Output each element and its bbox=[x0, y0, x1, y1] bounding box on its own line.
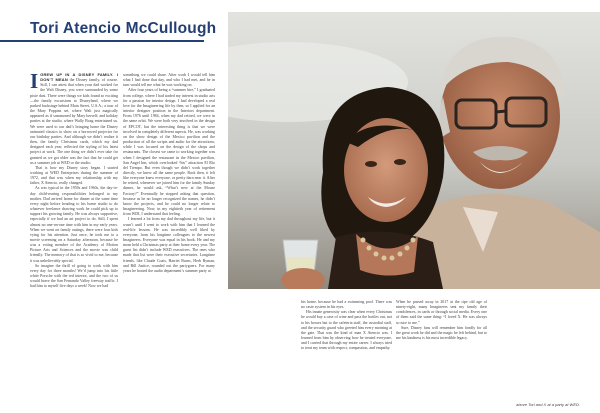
paragraph: something we could share. After work I would tell him what I had done that day, and who I had met, and he in turn would tell me what he was working on. bbox=[123, 72, 215, 88]
photo-image bbox=[228, 12, 600, 289]
paragraph: His innate generosity was clear when every Christmas he would buy a case of wine and pass the bottles out, not to his bosses but to the cafeteria staff, the custodial staff, and the security guard who greeted him every morning at the gate. That was the kind of man X Atencio was. I learned from him by observing how he treated everyone, and I carried that through my entire career. I always tried to treat my team with respect, compassion, and empathy. bbox=[301, 309, 392, 351]
title-rule bbox=[0, 40, 204, 42]
paragraph: I learned a lot from my dad throughout my life, but it wasn’t until I went to work with him that I learned the real-life lessons. He was incredibly well liked by everyone, from his longtime colleagues to the newest Imagineers. Everyone was equal in his book. He and my mom held a Christmas party at their home every year. The guest list didn’t include WED executives. The ones who made that list were their executive secretaries. Longtime friends, like Claude Coats, Harriet Burns, Herb Ryman, and Bill Justice, rounded out the partygoers. For many years he hosted the audio department’s summer party at bbox=[123, 216, 215, 273]
page-title: Tori Atencio McCullough bbox=[30, 20, 217, 37]
article-column-2 bbox=[123, 72, 215, 398]
photo bbox=[228, 12, 600, 289]
paragraph: his home, because he had a swimming pool. There was no caste system in his eyes. bbox=[301, 299, 392, 310]
paragraph: So imagine the thrill of going to work with him every day for three months! We’d jump into his little white Porsche with the red interior, and the two of us would brave the San Fernando Valley freeway traffic. I had him to myself five days a week! Now we had bbox=[30, 262, 118, 289]
lead-in: GREW UP IN A DISNEY FAMILY. I DON’T MEAN bbox=[40, 72, 118, 83]
paragraph: Sure, Disney fans will remember him fondly for all the great work he did and the magic he left behind, but to me his kindness is his most incredible legacy. bbox=[396, 324, 487, 341]
paragraph: When he passed away in 2017 at the ripe old age of ninety-eight, many Imagineers sent my family their condolences, in cards or through social media. Every one of them said the same thing: “I loved X. He was always so nice to me.” bbox=[396, 299, 487, 325]
paragraph-text: the Disney family, of course. Still, I can attest that when your dad worked for the Walt Disney, you were surrounded by some pixie dust. There were things we kids found so exciting—the family excursions to Disneyland, where we parked backstage behind Main Street, U.S.A.; a tour of the Mary Poppins set, where Walt just magically appeared as if summoned by Mary herself; and holiday parties at the studio, where Wally Boag entertained us. We were used to our dad’s bringing home the Disney animated classics to show on a borrowed projector for our birthday parties. And although we didn’t realize it then, the family Christmas cards, which my dad designed each year, reflected the styling of his latest project at work. The one thing we didn’t ever take for granted as we got older was the fact that he could get us a summer job at WED or the studio. bbox=[30, 77, 118, 165]
paragraph: As was typical in the 1950s and 1960s, the day-to-day child-rearing responsibilities belonged to my mother. Dad arrived home for dinner at the same time every night before heading to his home studio to do whatever freelance drawing work he could pick up to support his growing family. He was always supportive, especially if we had an art project to do. Still, I spent almost no one-on-one time with him in my early years. When we went on family outings, there were four kids vying for his attention. Just once, he took me to a movie screening on a Saturday afternoon, because he was a voting member of the Academy of Motion Picture Arts and Sciences and the movie was child friendly. The memory of that is so vivid to me, because it was unbelievably special. bbox=[30, 185, 118, 263]
paragraph: That is how my Disney story began. I started working at WED Enterprises during the summer of 1972, and that was when my relationship with my father, X Atencio, really changed. bbox=[30, 164, 118, 186]
drop-cap: I bbox=[30, 72, 39, 93]
article-column-3 bbox=[301, 299, 392, 399]
opening-paragraph bbox=[30, 72, 118, 165]
photo-caption: above Tori and X at a party at WED. bbox=[516, 402, 580, 407]
paragraph: After four years of being a “summer hire,” I graduated from college, where I had traded my interest in studio arts for a passion for interior design. I had developed a real love for the Imagineering life by then, so I applied for an interior designer position in the Interiors department. From 1976 until 1984, when my dad retired, we were in the same orbit. We were both very involved in the design of EPCOT, but the interesting thing is that we were involved in completely different aspects. He, was working on the show design of the Mexico pavilion and the production of all the scripts and audio for the attractions, while I was focused on the design of the shops and restaurants. The closest we came to working together was when I designed the restaurant in the Mexico pavilion, San Angel Inn, which overlooked “his” attraction El Río del Tiempo. But even though we didn’t work together directly, we knew all the same people. Back then, it felt like everyone knew everyone, or pretty darn near it. After he retired, whenever we joined him for the family Sunday dinner, he would ask, “What’s new at the Mouse Factory?” Eventually he stopped asking that question, because as he no longer recognized the names, he didn’t know the projects, and he could no longer relate to Imagineering. Now, in my eightieth year of retirement from WDI, I understand that feeling. bbox=[123, 87, 215, 217]
article-column-1 bbox=[30, 72, 118, 398]
article-column-4 bbox=[396, 299, 487, 399]
